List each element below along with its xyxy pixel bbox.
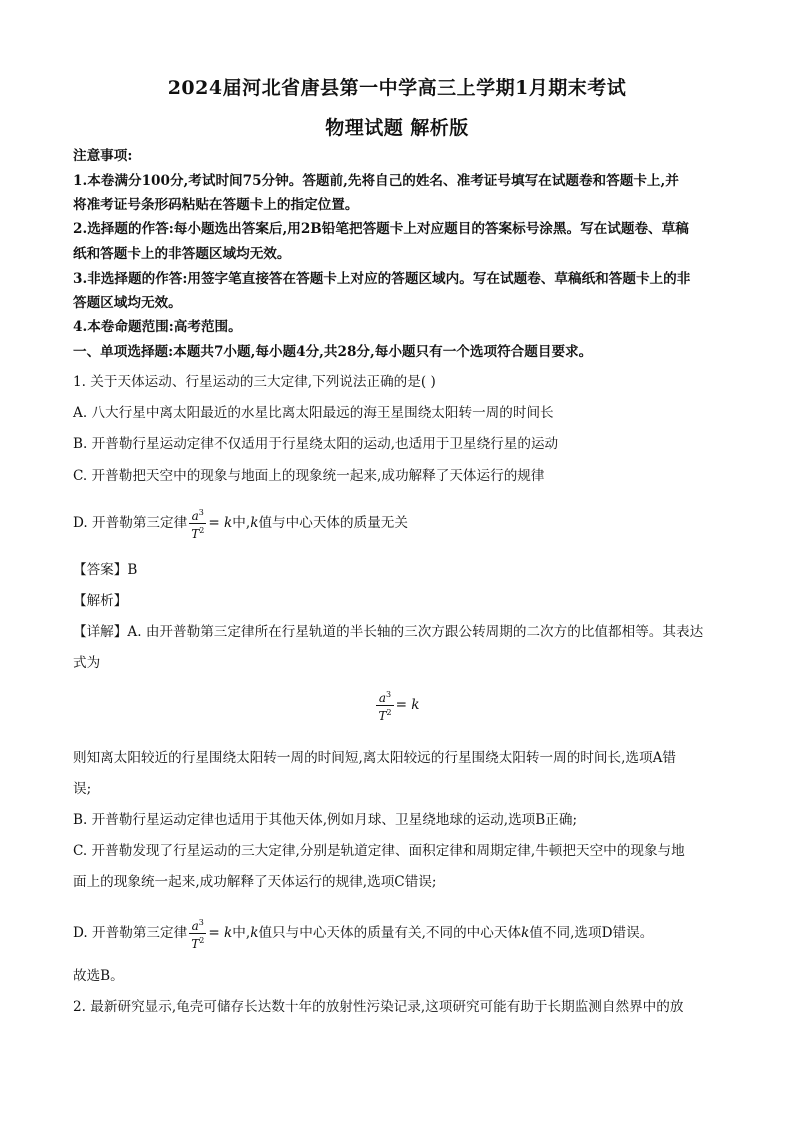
question-1-option-b: B. 开普勒行星运动定律不仅适用于行星绕太阳的运动,也适用于卫星绕行星的运动 (73, 436, 559, 452)
option-d-k: k (250, 515, 259, 531)
note-1-line-1: 1.本卷满分100分,考试时间75分钟。答题前,先将自己的姓名、准考证号填写在试题卷和答题卡上,并 (73, 173, 679, 189)
detail-c-line-1: C. 开普勒发现了行星运动的三大定律,分别是轨道定律、面积定律和周期定律,牛顿把天空中的现象与地 (73, 843, 685, 859)
note-2-line-2: 纸和答题卡上的非答题区域均无效。 (73, 246, 291, 262)
note-1-line-2: 将准考证号条形码粘贴在答题卡上的指定位置。 (73, 197, 359, 213)
detail-a-line-1: 【详解】A. 由开普勒第三定律所在行星轨道的半长轴的三次方跟公转周期的二次方的比值都相等。其表达 (73, 624, 704, 640)
answer-value: B (127, 562, 138, 578)
conclusion: 故选B。 (73, 968, 124, 984)
note-4: 4.本卷命题范围:高考范围。 (73, 319, 242, 335)
formula-numerator: $a^3$ (189, 506, 206, 524)
kepler-formula-fraction (189, 506, 206, 541)
note-2-line-1: 2.选择题的作答:每小题选出答案后,用2B铅笔把答题卡上对应题目的答案标号涂黑。写在试题卷、草稿 (73, 221, 689, 237)
question-1-option-a: A. 八大行星中离太阳最近的水星比离太阳最远的海王星围绕太阳转一周的时间长 (73, 405, 554, 421)
option-d-prefix: D. 开普勒第三定律 (73, 515, 188, 531)
option-d-mid: 中, (232, 515, 251, 531)
question-1-stem: 1. 关于天体运动、行星运动的三大定律,下列说法正确的是( ) (73, 374, 436, 390)
answer-line (73, 560, 725, 580)
detail-a-line-2: 式为 (73, 655, 101, 671)
answer-label: 【答案】 (73, 562, 128, 578)
formula-rhs: = k (208, 515, 233, 531)
section-1-heading: 一、单项选择题:本题共7小题,每小题4分,共28分,每小题只有一个选项符合题目要求。 (73, 344, 593, 360)
formula-denominator: $T^2$ (191, 526, 205, 541)
question-2-stem: 2. 最新研究显示,龟壳可储存长达数十年的放射性污染记录,这项研究可能有助于长期监测自然界中的放 (73, 999, 684, 1015)
centered-formula: $\frac{a^3}{T^2}$ = k (378, 690, 420, 723)
detail-d-formula-fraction: $\frac{a^3}{T^2}$ (191, 918, 205, 951)
notes-heading: 注意事项: (73, 148, 133, 164)
document-title: 2024届河北省唐县第一中学高三上学期1月期末考试 (167, 77, 627, 99)
detail-a-line-3: 则知离太阳较近的行星围绕太阳转一周的时间短,离太阳较远的行星围绕太阳转一周的时间长,选项A错 (73, 750, 676, 766)
document-subtitle: 物理试题 解析版 (325, 117, 469, 139)
detail-a-line-4: 误; (73, 781, 92, 797)
question-1-option-d (73, 506, 725, 541)
option-d-tail: 值与中心天体的质量无关 (258, 515, 408, 531)
centered-formula-fraction: $\frac{a^3}{T^2}$ (378, 690, 392, 723)
analysis-label: 【解析】 (73, 593, 128, 609)
detail-b: B. 开普勒行星运动定律也适用于其他天体,例如月球、卫星绕地球的运动,选项B正确; (73, 812, 578, 828)
question-1-option-c: C. 开普勒把天空中的现象与地面上的现象统一起来,成功解释了天体运行的规律 (73, 468, 545, 484)
detail-c-line-2: 面上的现象统一起来,成功解释了天体运行的规律,选项C错误; (73, 874, 437, 890)
note-3-line-2: 答题区域均无效。 (73, 295, 182, 311)
note-3-line-1: 3.非选择题的作答:用签字笔直接答在答题卡上对应的答题区域内。写在试题卷、草稿纸和答题卡上的非 (73, 271, 691, 287)
detail-d: D. 开普勒第三定律 $\frac{a^3}{T^2}$ = k中,k值只与中心天体的质量有关,不同的中心天体k值不同,选项D错误。 (73, 918, 654, 951)
